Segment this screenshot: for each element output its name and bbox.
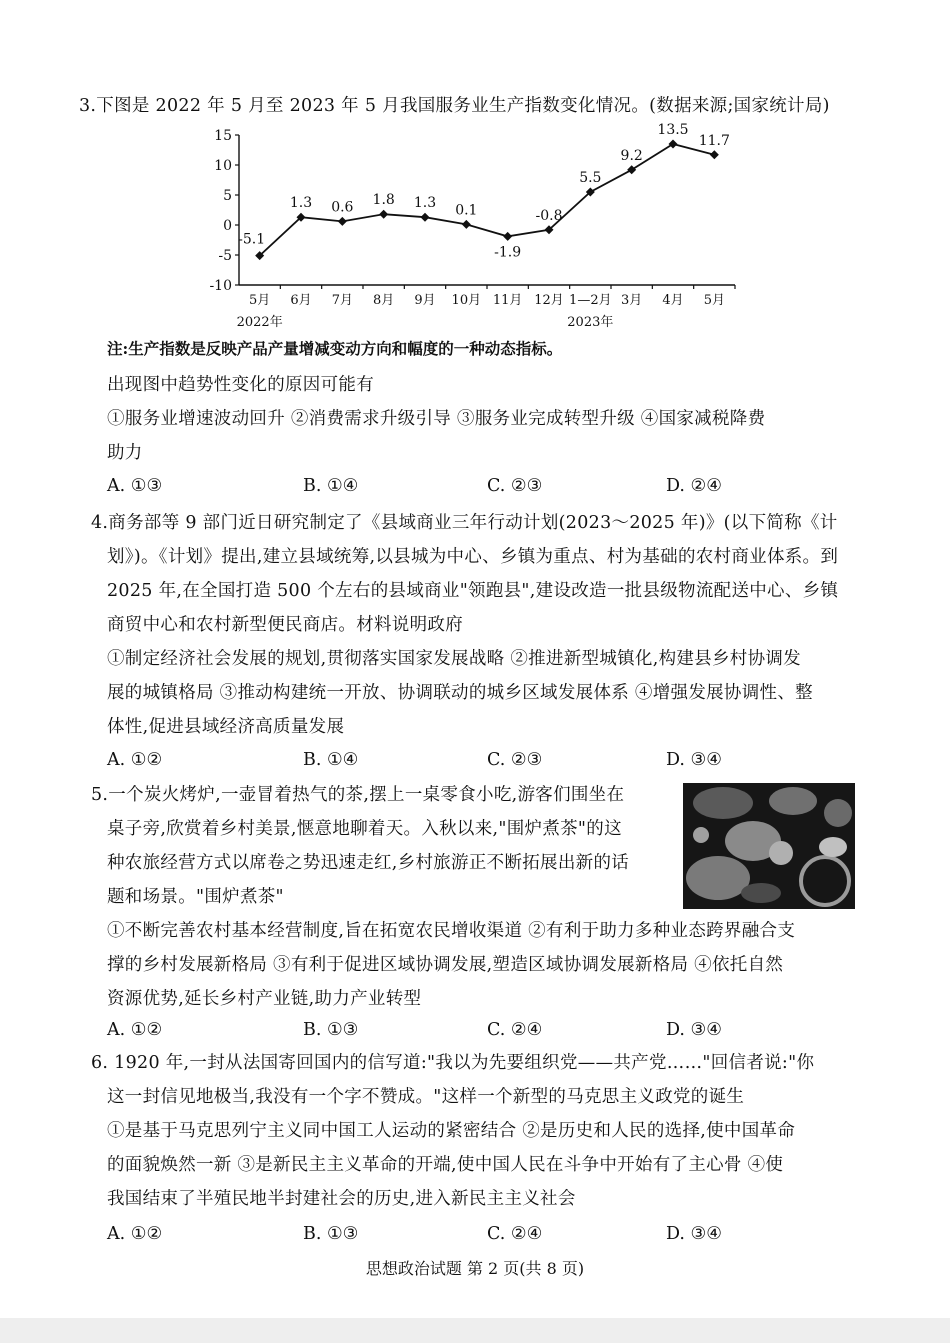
- q4-line: 划》)。《计划》提出,建立县域统筹,以县城为中心、乡镇为重点、村为基础的农村商业体系。到: [107, 547, 839, 567]
- q4-line: 4.商务部等 9 部门近日研究制定了《县域商业三年行动计划(2023～2025 年)》(以下简称《计: [91, 513, 838, 533]
- q4-line: 2025 年,在全国打造 500 个左右的县域商业"领跑县",建设改造一批县级物流配送中心、乡镇: [107, 581, 839, 601]
- x-tick-label: 10月: [451, 293, 482, 308]
- q3-lead: 3.下图是 2022 年 5 月至 2023 年 5 月我国服务业生产指数变化情况。(数据来源;国家统计局): [79, 96, 830, 116]
- q5-line: ①不断完善农村基本经营制度,旨在拓宽农民增收渠道 ②有利于助力多种业态跨界融合支: [107, 921, 796, 941]
- q6-line: 6. 1920 年,一封从法国寄回国内的信写道:"我以为先要组织党——共产党……"回信者说:"你: [91, 1053, 815, 1073]
- data-point-marker: [338, 217, 347, 226]
- data-value-label: -0.8: [535, 207, 563, 224]
- q4-option-d[interactable]: D. ③④: [666, 750, 722, 770]
- q6-option-c[interactable]: C. ②④: [487, 1224, 543, 1244]
- x-tick-label: 6月: [290, 293, 312, 308]
- q5-line: 题和场景。"围炉煮茶": [107, 887, 284, 907]
- q5-option-a[interactable]: A. ①②: [107, 1020, 163, 1040]
- data-value-label: 5.5: [579, 170, 602, 186]
- q6-option-b[interactable]: B. ①③: [303, 1224, 359, 1244]
- q3-note: 注:生产指数是反映产品产量增减变动方向和幅度的一种动态指标。: [107, 339, 563, 358]
- page-footer: 思想政治试题 第 2 页(共 8 页): [365, 1259, 585, 1278]
- data-value-label: 9.2: [620, 147, 643, 164]
- q4-line: ①制定经济社会发展的规划,贯彻落实国家发展战略 ②推进新型城镇化,构建县乡村协调发: [107, 649, 801, 669]
- q5-line: 5.一个炭火烤炉,一壶冒着热气的茶,摆上一桌零食小吃,游客们围坐在: [91, 785, 625, 805]
- data-value-label: 13.5: [657, 122, 689, 138]
- q4-line: 体性,促进县域经济高质量发展: [107, 717, 345, 737]
- q3-items-line2: 助力: [107, 443, 143, 463]
- data-value-label: 0.6: [331, 199, 354, 216]
- year-label-2023: 2023年: [567, 315, 614, 330]
- chart-labels: [238, 122, 730, 260]
- data-point-marker: [710, 150, 719, 159]
- x-tick-label: 8月: [373, 293, 395, 308]
- data-value-label: 0.1: [455, 202, 478, 219]
- q5-line: 种农旅经营方式以席卷之势迅速走红,乡村旅游正不断拓展出新的话: [107, 853, 630, 873]
- q6-line: 的面貌焕然一新 ③是新民主主义革命的开端,使中国人民在斗争中开始有了主心骨 ④使: [107, 1155, 784, 1175]
- q4-option-b[interactable]: B. ①④: [303, 750, 359, 770]
- q3-option-c[interactable]: C. ②③: [487, 476, 543, 496]
- q4-option-c[interactable]: C. ②③: [487, 750, 543, 770]
- x-tick-label: 3月: [621, 293, 643, 308]
- data-point-marker: [462, 220, 471, 229]
- data-point-marker: [503, 232, 512, 241]
- x-tick-label: 7月: [331, 293, 353, 308]
- y-tick-label: 5: [223, 188, 232, 204]
- q4-line: 商贸中心和农村新型便民商店。材料说明政府: [107, 615, 463, 635]
- q6-option-a[interactable]: A. ①②: [107, 1224, 163, 1244]
- q6-line: 我国结束了半殖民地半封建社会的历史,进入新民主主义社会: [107, 1189, 576, 1209]
- q5-line: 撑的乡村发展新格局 ③有利于促进区域协调发展,塑造区域协调发展新格局 ④依托自然: [107, 955, 784, 975]
- q5-option-c[interactable]: C. ②④: [487, 1020, 543, 1040]
- q5-line: 资源优势,延长乡村产业链,助力产业转型: [107, 989, 422, 1009]
- q4-line: 展的城镇格局 ③推动构建统一开放、协调联动的城乡区域发展体系 ④增强发展协调性、整: [107, 683, 813, 703]
- scan-edge-band: [0, 1318, 950, 1343]
- data-point-marker: [421, 213, 430, 222]
- y-tick-label: 15: [214, 128, 232, 144]
- q3-stem: 出现图中趋势性变化的原因可能有: [107, 375, 374, 395]
- data-value-label: -1.9: [494, 244, 522, 261]
- q3-option-b[interactable]: B. ①④: [303, 476, 359, 496]
- data-point-marker: [379, 210, 388, 219]
- x-tick-label: 12月: [534, 293, 564, 308]
- y-tick-label: 10: [214, 158, 232, 174]
- data-value-label: -5.1: [238, 231, 266, 248]
- q6-option-d[interactable]: D. ③④: [666, 1224, 722, 1244]
- q3-items-line1: ①服务业增速波动回升 ②消费需求升级引导 ③服务业完成转型升级 ④国家减税降费: [107, 409, 766, 429]
- y-tick-label: -5: [218, 248, 232, 264]
- data-value-label: 11.7: [698, 132, 730, 149]
- y-tick-label: -10: [209, 278, 232, 294]
- x-tick-label: 1—2月: [569, 293, 612, 308]
- q5-line: 桌子旁,欣赏着乡村美景,惬意地聊着天。入秋以来,"围炉煮茶"的这: [107, 819, 622, 839]
- x-tick-label: 4月: [662, 293, 684, 308]
- series-line: [260, 144, 715, 256]
- q3-option-a[interactable]: A. ①③: [107, 476, 163, 496]
- q3-option-d[interactable]: D. ②④: [666, 476, 722, 496]
- service-index-line-chart: [195, 120, 755, 335]
- q4-option-a[interactable]: A. ①②: [107, 750, 163, 770]
- y-tick-label: 0: [223, 218, 232, 234]
- q5-option-d[interactable]: D. ③④: [666, 1020, 722, 1040]
- q6-line: 这一封信见地极当,我没有一个字不赞成。"这样一个新型的马克思主义政党的诞生: [107, 1087, 745, 1107]
- data-value-label: 1.3: [289, 195, 313, 212]
- data-point-marker: [627, 165, 636, 174]
- data-value-label: 1.3: [413, 195, 437, 212]
- q6-line: ①是基于马克思列宁主义同中国工人运动的紧密结合 ②是历史和人民的选择,使中国革命: [107, 1121, 796, 1141]
- data-value-label: 1.8: [372, 192, 395, 209]
- chart-series: [255, 140, 719, 261]
- year-label-2022: 2022年: [236, 315, 283, 330]
- x-tick-label: 5月: [703, 293, 725, 308]
- q5-option-b[interactable]: B. ①③: [303, 1020, 359, 1040]
- data-point-marker: [669, 140, 678, 149]
- tea-gathering-photo: [683, 783, 855, 909]
- x-tick-label: 5月: [249, 293, 271, 308]
- x-tick-label: 11月: [492, 293, 523, 308]
- x-tick-label: 9月: [414, 293, 436, 308]
